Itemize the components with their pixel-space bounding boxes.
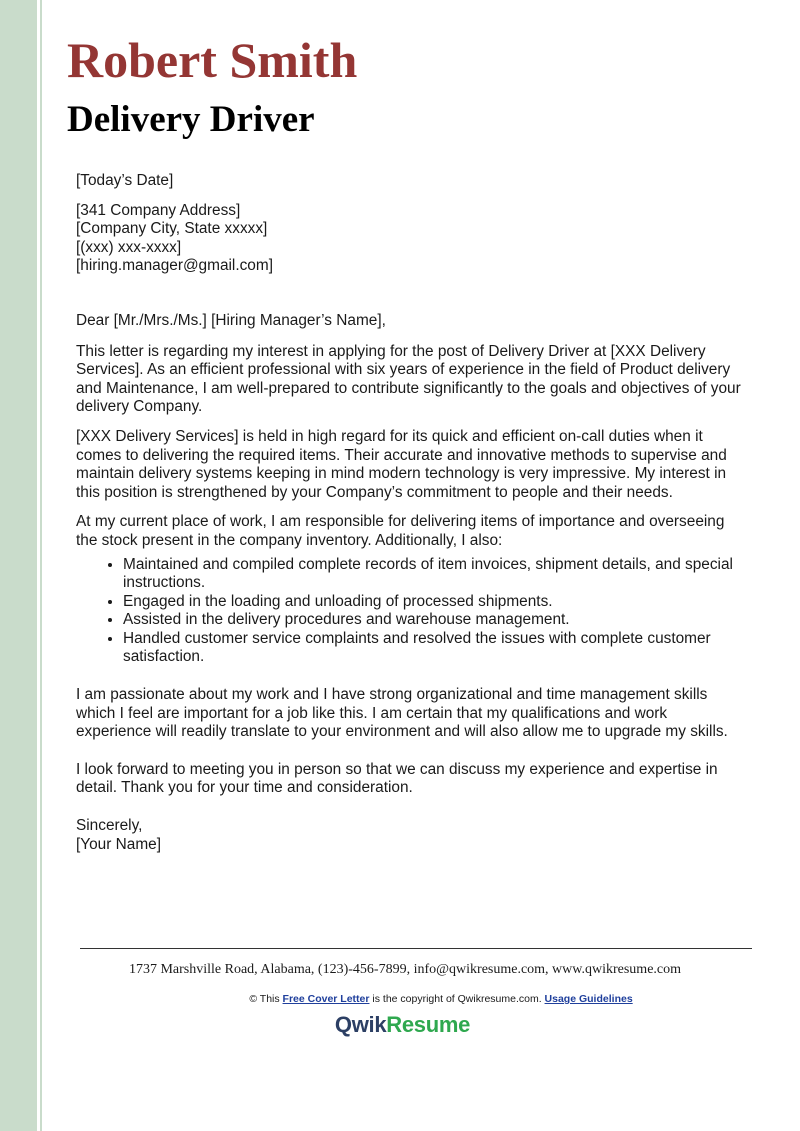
list-item: • Maintained and compiled complete records of item invoices, shipment details, and special instructions. <box>123 556 746 593</box>
logo-part-resume: Resume <box>386 1012 471 1037</box>
paragraph-closing: I look forward to meeting you in person so that we can discuss my experience and expertise in detail. Thank you for your time and consideration. <box>76 760 718 797</box>
qwikresume-logo[interactable] <box>0 1012 800 1038</box>
job-title: Delivery Driver <box>67 99 315 140</box>
logo-part-qwik: Qwik <box>334 1012 387 1037</box>
paragraph-skills: I am passionate about my work and I have strong organizational and time management skills which I feel are important for a job like this. I am certain that my qualifications and work experience will readily translate to your environment and will also allow me to upgrade my skills. <box>76 686 728 741</box>
address-line: [Company City, State xxxxx] <box>76 220 268 238</box>
address-line: [hiring.manager@gmail.com] <box>76 257 273 275</box>
letter-date: [Today’s Date] <box>76 172 174 189</box>
letter-body <box>76 172 746 854</box>
footer-divider <box>80 948 752 949</box>
list-item: • Assisted in the delivery procedures and warehouse management. <box>123 611 746 630</box>
paragraph-company: [XXX Delivery Services] is held in high regard for its quick and efficient on-call duties when it comes to delivering the required items. Their accurate and innovative methods to supervise and maintain delivery systems keeping in mind modern technology is very impressive. My interest in this position is strengthened by your Company’s commitment to people and their needs. <box>76 427 727 501</box>
paragraph-current-role: At my current place of work, I am responsible for delivering items of importance and overseeing the stock present in the company inventory. Additionally, I also: <box>76 513 725 549</box>
address-line: [(xxx) xxx-xxxx] <box>76 238 182 256</box>
recipient-address <box>76 202 746 276</box>
applicant-name: Robert Smith <box>67 32 358 88</box>
list-item: • Engaged in the loading and unloading of processed shipments. <box>123 593 746 612</box>
achievements-list <box>76 556 746 668</box>
paragraph-intro: This letter is regarding my interest in applying for the post of Delivery Driver at [XXX Delivery Services]. As an efficient professional with six years of experience in the field of Product delivery and Maintenance, I am well-prepared to contribute significantly to the goals and objectives of your delivery Company. <box>76 342 741 416</box>
address-line: [341 Company Address] <box>76 201 241 219</box>
footer-contact: 1737 Marshville Road, Alabama, (123)-456-7899, info@qwikresume.com, www.qwikresume.com <box>128 962 682 977</box>
signature: [Your Name] <box>76 835 161 853</box>
salutation: Dear [Mr./Mrs./Ms.] [Hiring Manager’s Name], <box>76 311 386 329</box>
copyright-notice <box>0 993 800 1005</box>
copyright-middle: is the copyright of Qwikresume.com. <box>369 993 545 1005</box>
free-cover-letter-link[interactable]: Free Cover Letter <box>282 993 370 1005</box>
copyright-prefix: © This <box>249 993 283 1005</box>
list-item: • Handled customer service complaints and resolved the issues with complete customer satisfaction. <box>123 630 746 667</box>
closing: Sincerely, <box>76 817 143 835</box>
usage-guidelines-link[interactable]: Usage Guidelines <box>544 993 633 1005</box>
